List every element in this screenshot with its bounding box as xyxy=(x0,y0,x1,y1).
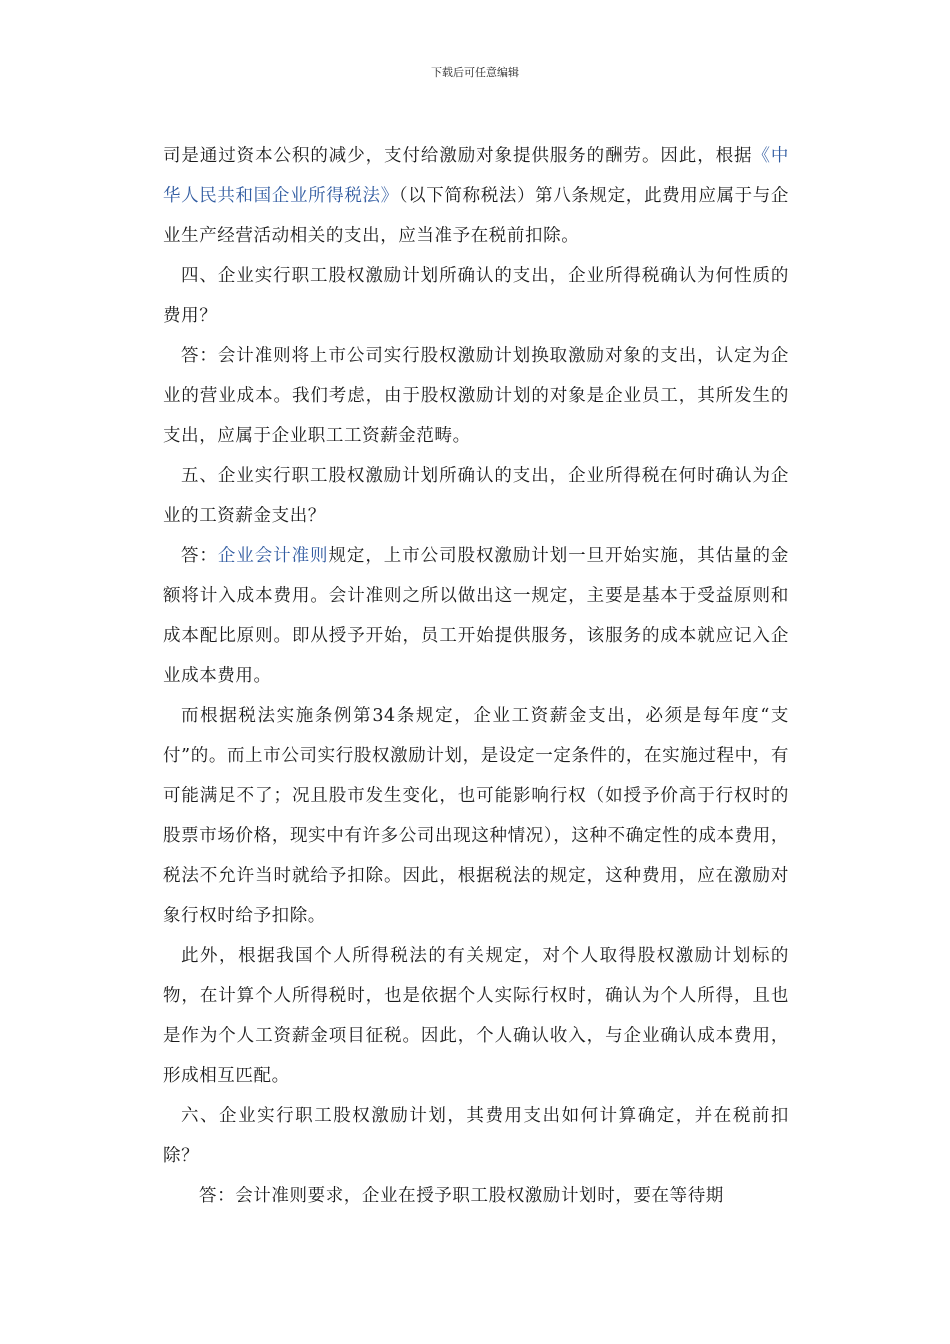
paragraph-tax-rule-34 xyxy=(163,696,789,936)
text-segment: 此外，根据我国个人所得税法的有关规定，对个人取得股权激励计划标的物，在计算个人所得税时，也是依据个人实际行权时，确认为个人所得，且也是作为个人工资薪金项目征税。因此，个人确认收入，与企业确认成本费用，形成相互匹配。 xyxy=(163,946,789,1086)
text-segment: 答： xyxy=(181,546,218,566)
page-header-note: 下载后可任意编辑 xyxy=(431,66,519,79)
link-enterprise-income-tax-law[interactable]: 《中华人民共和国企业所得税法》 xyxy=(163,146,790,206)
question-6 xyxy=(163,1096,789,1176)
text-segment: 规定，上市公司股权激励计划一旦开始实施，其估量的金额将计入成本费用。会计准则之所以做出这一规定，主要是基本于受益原则和成本配比原则。即从授予开始，员工开始提供服务，该服务的成本就应记入企业成本费用。 xyxy=(163,546,789,686)
text-segment: 答：会计准则要求，企业在授予职工股权激励计划时，要在等待期 xyxy=(199,1186,724,1206)
text-segment: 而根据税法实施条例第34条规定，企业工资薪金支出，必须是每年度“支付”的。而上市公司实行股权激励计划，是设定一定条件的，在实施过程中，有可能满足不了；况且股市发生变化，也可能影响行权（如授予价高于行权时的股票市场价格，现实中有许多公司出现这种情况），这种不确定性的成本费用，税法不允许当时就给予扣除。因此，根据税法的规定，这种费用，应在激励对象行权时给予扣除。 xyxy=(163,706,789,926)
link-accounting-standards[interactable]: 企业会计准则 xyxy=(217,546,329,566)
text-segment: 四、企业实行职工股权激励计划所确认的支出，企业所得税确认为何性质的费用？ xyxy=(163,266,789,326)
text-segment: 六、企业实行职工股权激励计划，其费用支出如何计算确定，并在税前扣除？ xyxy=(163,1106,789,1166)
paragraph-1 xyxy=(163,136,789,256)
paragraph-personal-income-tax xyxy=(163,936,789,1096)
text-segment: 答：会计准则将上市公司实行股权激励计划换取激励对象的支出，认定为企业的营业成本。我们考虑，由于股权激励计划的对象是企业员工，其所发生的支出，应属于企业职工工资薪金范畴。 xyxy=(163,346,789,446)
answer-4 xyxy=(163,336,789,456)
question-4 xyxy=(163,256,789,336)
text-segment: （以下简称税法）第八条规定，此费用应属于与企业生产经营活动相关的支出，应当准予在税前扣除。 xyxy=(163,186,789,246)
question-5 xyxy=(163,456,789,536)
document-body xyxy=(163,136,789,1216)
text-segment: 司是通过资本公积的减少，支付给激励对象提供服务的酬劳。因此，根据 xyxy=(163,146,753,166)
text-segment: 五、企业实行职工股权激励计划所确认的支出，企业所得税在何时确认为企业的工资薪金支出？ xyxy=(163,466,789,526)
answer-5 xyxy=(163,536,789,696)
answer-6 xyxy=(163,1176,789,1216)
